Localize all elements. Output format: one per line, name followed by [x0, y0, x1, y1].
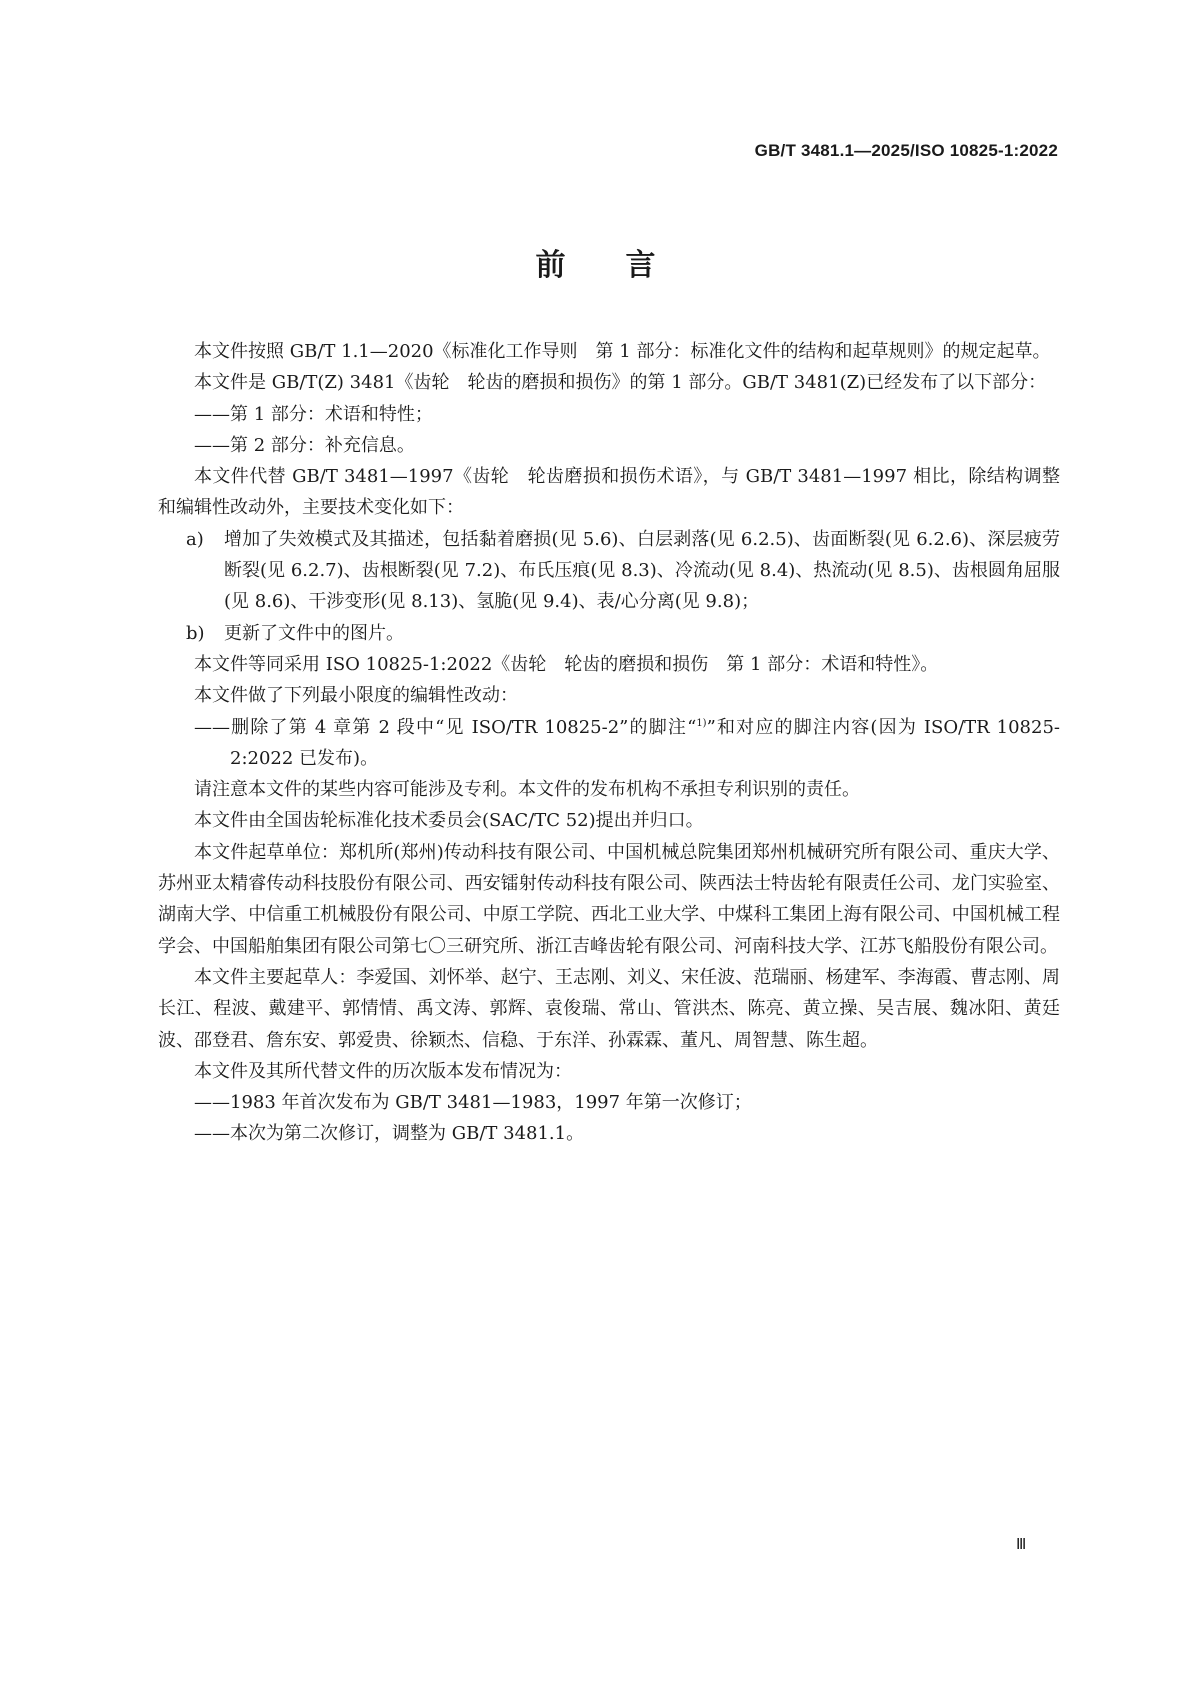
paragraph-drafting-units: 本文件起草单位：郑机所(郑州)传动科技有限公司、中国机械总院集团郑州机械研究所有限公司、重庆大学、苏州亚太精睿传动科技股份有限公司、西安镭射传动科技有限公司、陕西法士特齿轮有限责任公司、龙门实验室、湖南大学、中信重工机械股份有限公司、中原工学院、西北工业大学、中煤科工集团上海有限公司、中国机械工程学会、中国船舶集团有限公司第七〇三研究所、浙江吉峰齿轮有限公司、河南科技大学、江苏飞船股份有限公司。 [158, 841, 1060, 957]
page-title: 前言 [535, 248, 716, 283]
paragraph-editorial-changes: 本文件做了下列最小限度的编辑性改动： [194, 685, 518, 707]
change-item-b [158, 618, 1060, 649]
change-item-a [158, 524, 1060, 618]
paragraph-replacement: 本文件代替 GB/T 3481—1997《齿轮 轮齿磨损和损伤术语》，与 GB/T 3481—1997 相比，除结构调整和编辑性改动外，主要技术变化如下： [158, 466, 1060, 519]
paragraph-proposer: 本文件由全国齿轮标准化技术委员会(SAC/TC 52)提出并归口。 [194, 810, 704, 832]
preface-body [158, 336, 1060, 1150]
paragraph-patent-notice: 请注意本文件的某些内容可能涉及专利。本文件的发布机构不承担专利识别的责任。 [194, 779, 860, 801]
change-item-b-text: 更新了文件中的图片。 [224, 622, 404, 644]
footnote-removal-text-start: ——删除了第 4 章第 2 段中“见 ISO/TR 10825-2”的脚注“ [194, 716, 697, 738]
change-item-a-text: 增加了失效模式及其描述，包括黏着磨损(见 5.6)、白层剥落(见 6.2.5)、齿面断裂(见 6.2.6)、深层疲劳断裂(见 6.2.7)、齿根断裂(见 7.2)、布氏压痕(见 8.3)、冷流动(见 8.4)、热流动(见 8.5)、齿根圆角屈服(见 8.6)、干涉变形(见 8.13)、氢脆(见 9.4)、表/心分离(见 9.8)； [224, 528, 1060, 613]
paragraph-drafters: 本文件主要起草人：李爱国、刘怀举、赵宁、王志刚、刘义、宋任波、范瑞丽、杨建军、李海霞、曹志刚、周长江、程波、戴建平、郭情情、禹文涛、郭辉、袁俊瑞、常山、管洪杰、陈亮、黄立操、吴吉展、魏冰阳、黄廷波、邵登君、詹东安、郭爱贵、徐颖杰、信稳、于东洋、孙霖霖、董凡、周智慧、陈生超。 [158, 966, 1060, 1051]
change-item-b-marker: b) [186, 622, 205, 644]
paragraph-drafting-rules: 本文件按照 GB/T 1.1—2020《标准化工作导则 第 1 部分：标准化文件的结构和起草规则》的规定起草。 [194, 341, 1051, 362]
paragraph-series-parts: 本文件是 GB/T(Z) 3481《齿轮 轮齿的磨损和损伤》的第 1 部分。GB/T 3481(Z)已经发布了以下部分： [194, 372, 1047, 394]
footnote-removal-text-end: ”和对应的脚注内容(因为 ISO/TR 10825-2:2022 已发布)。 [230, 716, 1060, 769]
footnote-marker: 1) [696, 717, 707, 729]
paragraph-version-history: 本文件及其所代替文件的历次版本发布情况为： [194, 1060, 572, 1082]
standard-code-header: GB/T 3481.1—2025/ISO 10825-1:2022 [754, 141, 1058, 160]
list-item-footnote-removal [158, 712, 1060, 775]
paragraph-iso-adoption: 本文件等同采用 ISO 10825-1:2022《齿轮 轮齿的磨损和损伤 第 1 部分：术语和特性》。 [194, 653, 939, 675]
list-item-history-current: ——本次为第二次修订，调整为 GB/T 3481.1。 [194, 1123, 585, 1145]
list-item-part-1: ——第 1 部分：术语和特性； [194, 403, 433, 425]
page-number: Ⅲ [1016, 1535, 1027, 1553]
list-item-history-1983: ——1983 年首次发布为 GB/T 3481—1983，1997 年第一次修订； [194, 1092, 752, 1114]
list-item-part-2: ——第 2 部分：补充信息。 [194, 434, 415, 456]
change-item-a-marker: a) [186, 528, 204, 550]
